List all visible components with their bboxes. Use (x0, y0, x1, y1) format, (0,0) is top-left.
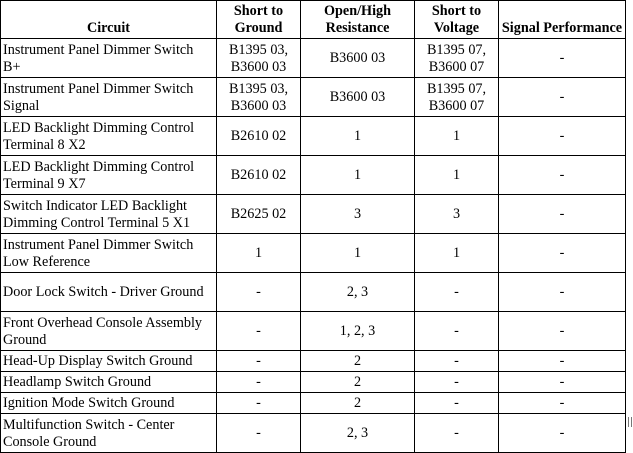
signal-performance-cell: - (499, 156, 626, 195)
table-row (1, 117, 626, 156)
table-row (1, 372, 626, 393)
short-to-ground-cell: - (217, 372, 301, 393)
circuit-cell: Switch Indicator LED Backlight Dimming Control Terminal 5 X1 (1, 195, 217, 234)
header-open-high-resistance: Open/High Resistance (301, 1, 415, 39)
table-row (1, 312, 626, 351)
header-short-to-voltage: Short to Voltage (415, 1, 499, 39)
short-to-voltage-cell: - (415, 393, 499, 414)
short-to-ground-cell: B2610 02 (217, 117, 301, 156)
circuit-cell: Instrument Panel Dimmer Switch Signal (1, 78, 217, 117)
signal-performance-cell: - (499, 78, 626, 117)
header-circuit: Circuit (1, 1, 217, 39)
circuit-cell: Head-Up Display Switch Ground (1, 351, 217, 372)
short-to-voltage-cell: - (415, 351, 499, 372)
open-high-resistance-cell: 2, 3 (301, 414, 415, 453)
table-row (1, 273, 626, 312)
short-to-voltage-cell: B1395 07, B3600 07 (415, 39, 499, 78)
short-to-voltage-cell: - (415, 273, 499, 312)
table-row (1, 351, 626, 372)
short-to-voltage-cell: - (415, 414, 499, 453)
circuit-cell: Door Lock Switch - Driver Ground (1, 273, 217, 312)
table-row (1, 78, 626, 117)
circuit-cell: Front Overhead Console Assembly Ground (1, 312, 217, 351)
open-high-resistance-cell: 2 (301, 393, 415, 414)
circuit-cell: Multifunction Switch - Center Console Ground (1, 414, 217, 453)
short-to-voltage-cell: B1395 07, B3600 07 (415, 78, 499, 117)
circuit-cell: Ignition Mode Switch Ground (1, 393, 217, 414)
short-to-ground-cell: B1395 03, B3600 03 (217, 39, 301, 78)
short-to-ground-cell: - (217, 273, 301, 312)
header-signal-performance: Signal Performance (499, 1, 626, 39)
signal-performance-cell: - (499, 273, 626, 312)
open-high-resistance-cell: 1 (301, 117, 415, 156)
open-high-resistance-cell: 1 (301, 156, 415, 195)
open-high-resistance-cell: 2 (301, 351, 415, 372)
short-to-voltage-cell: 3 (415, 195, 499, 234)
circuit-cell: Instrument Panel Dimmer Switch Low Reference (1, 234, 217, 273)
table-row (1, 156, 626, 195)
signal-performance-cell: - (499, 195, 626, 234)
signal-performance-cell: - (499, 393, 626, 414)
circuit-cell: LED Backlight Dimming Control Terminal 8 X2 (1, 117, 217, 156)
signal-performance-cell: - (499, 351, 626, 372)
signal-performance-cell: - (499, 117, 626, 156)
short-to-voltage-cell: 1 (415, 117, 499, 156)
table-row (1, 39, 626, 78)
short-to-ground-cell: B1395 03, B3600 03 (217, 78, 301, 117)
short-to-voltage-cell: 1 (415, 234, 499, 273)
signal-performance-cell: - (499, 39, 626, 78)
open-high-resistance-cell: B3600 03 (301, 39, 415, 78)
short-to-voltage-cell: - (415, 312, 499, 351)
signal-performance-cell: - (499, 312, 626, 351)
short-to-voltage-cell: - (415, 372, 499, 393)
header-short-to-ground: Short to Ground (217, 1, 301, 39)
circuit-cell: Headlamp Switch Ground (1, 372, 217, 393)
signal-performance-cell: - (499, 372, 626, 393)
short-to-voltage-cell: 1 (415, 156, 499, 195)
open-high-resistance-cell: 2, 3 (301, 273, 415, 312)
open-high-resistance-cell: B3600 03 (301, 78, 415, 117)
scroll-edge-mark (628, 417, 632, 427)
short-to-ground-cell: - (217, 414, 301, 453)
short-to-ground-cell: - (217, 312, 301, 351)
short-to-ground-cell: - (217, 351, 301, 372)
open-high-resistance-cell: 3 (301, 195, 415, 234)
table-row (1, 234, 626, 273)
short-to-ground-cell: - (217, 393, 301, 414)
table-row (1, 195, 626, 234)
table-row (1, 393, 626, 414)
signal-performance-cell: - (499, 234, 626, 273)
signal-performance-cell: - (499, 414, 626, 453)
open-high-resistance-cell: 2 (301, 372, 415, 393)
short-to-ground-cell: 1 (217, 234, 301, 273)
open-high-resistance-cell: 1, 2, 3 (301, 312, 415, 351)
open-high-resistance-cell: 1 (301, 234, 415, 273)
circuit-cell: LED Backlight Dimming Control Terminal 9 X7 (1, 156, 217, 195)
circuit-cell: Instrument Panel Dimmer Switch B+ (1, 39, 217, 78)
short-to-ground-cell: B2625 02 (217, 195, 301, 234)
table-row (1, 414, 626, 453)
short-to-ground-cell: B2610 02 (217, 156, 301, 195)
header-row (1, 1, 626, 39)
